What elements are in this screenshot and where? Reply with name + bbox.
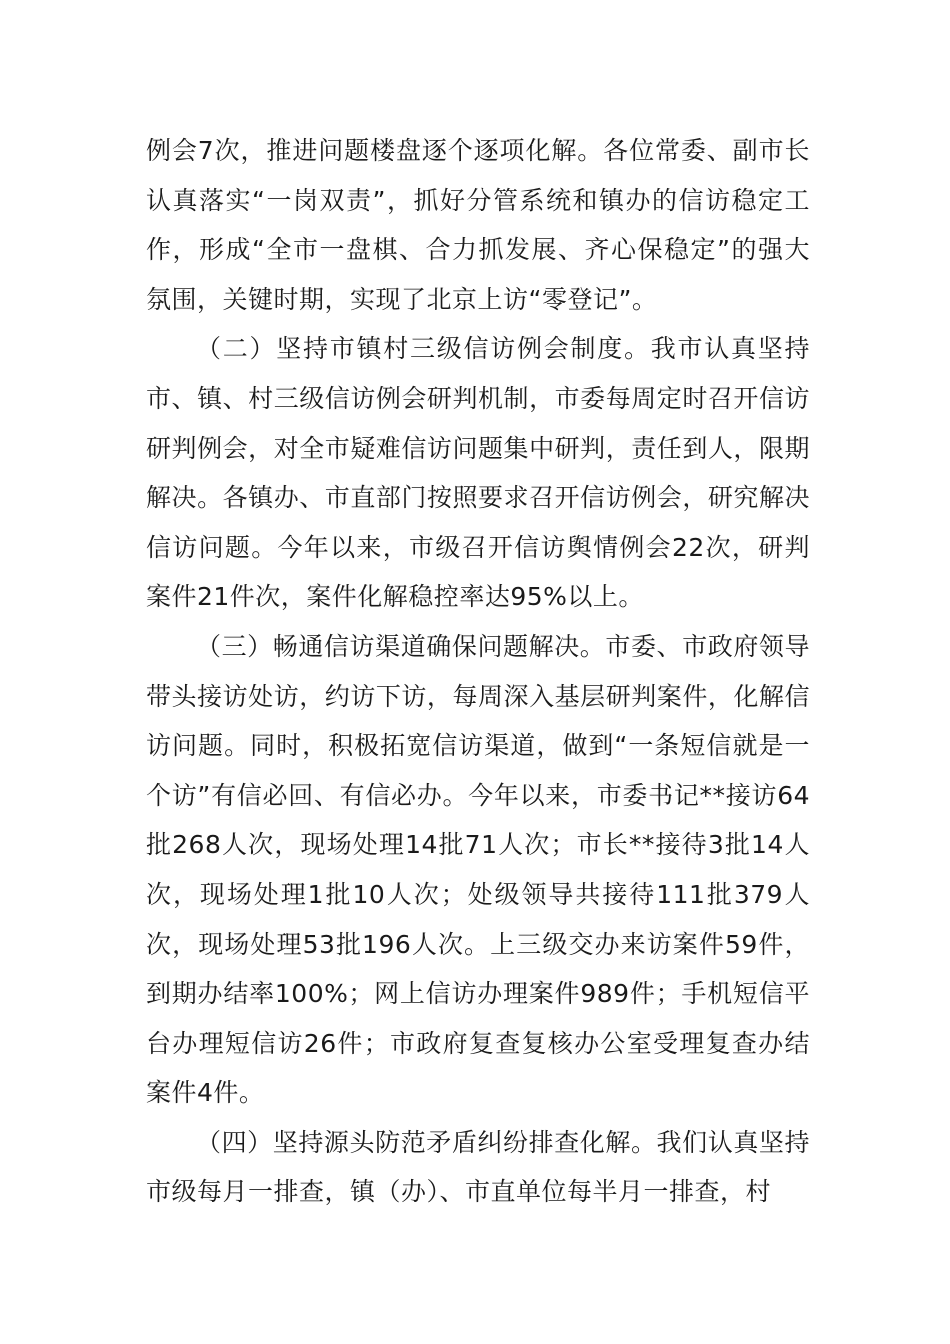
- paragraph-section-two: （二）坚持市镇村三级信访例会制度。我市认真坚持市、镇、村三级信访例会研判机制，市委每周定时召开信访研判例会，对全市疑难信访问题集中研判，责任到人，限期解决。各镇办、市直部门按照要求召开信访例会，研究解决信访问题。今年以来，市级召开信访舆情例会22次，研判案件21件次，案件化解稳控率达95%以上。: [146, 334, 810, 612]
- paragraph-continuation: 例会7次，推进问题楼盘逐个逐项化解。各位常委、副市长认真落实“一岗双责”，抓好分管系统和镇办的信访稳定工作，形成“全市一盘棋、合力抓发展、齐心保稳定”的强大氛围，关键时期，实现了北京上访“零登记”。: [146, 136, 810, 314]
- document-body: [146, 126, 810, 1217]
- paragraph-section-four: （四）坚持源头防范矛盾纠纷排查化解。我们认真坚持市级每月一排查，镇（办）、市直单位每半月一排查，村: [146, 1127, 810, 1207]
- paragraph-section-three: （三）畅通信访渠道确保问题解决。市委、市政府领导带头接访处访，约访下访，每周深入基层研判案件，化解信访问题。同时，积极拓宽信访渠道，做到“一条短信就是一个访”有信必回、有信必办。今年以来，市委书记**接访64批268人次，现场处理14批71人次；市长**接待3批14人次，现场处理1批10人次；处级领导共接待111批379人次，现场处理53批196人次。上三级交办来访案件59件，到期办结率100%；网上信访办理案件989件；手机短信平台办理短信访26件；市政府复查复核办公室受理复查办结案件4件。: [146, 631, 810, 1108]
